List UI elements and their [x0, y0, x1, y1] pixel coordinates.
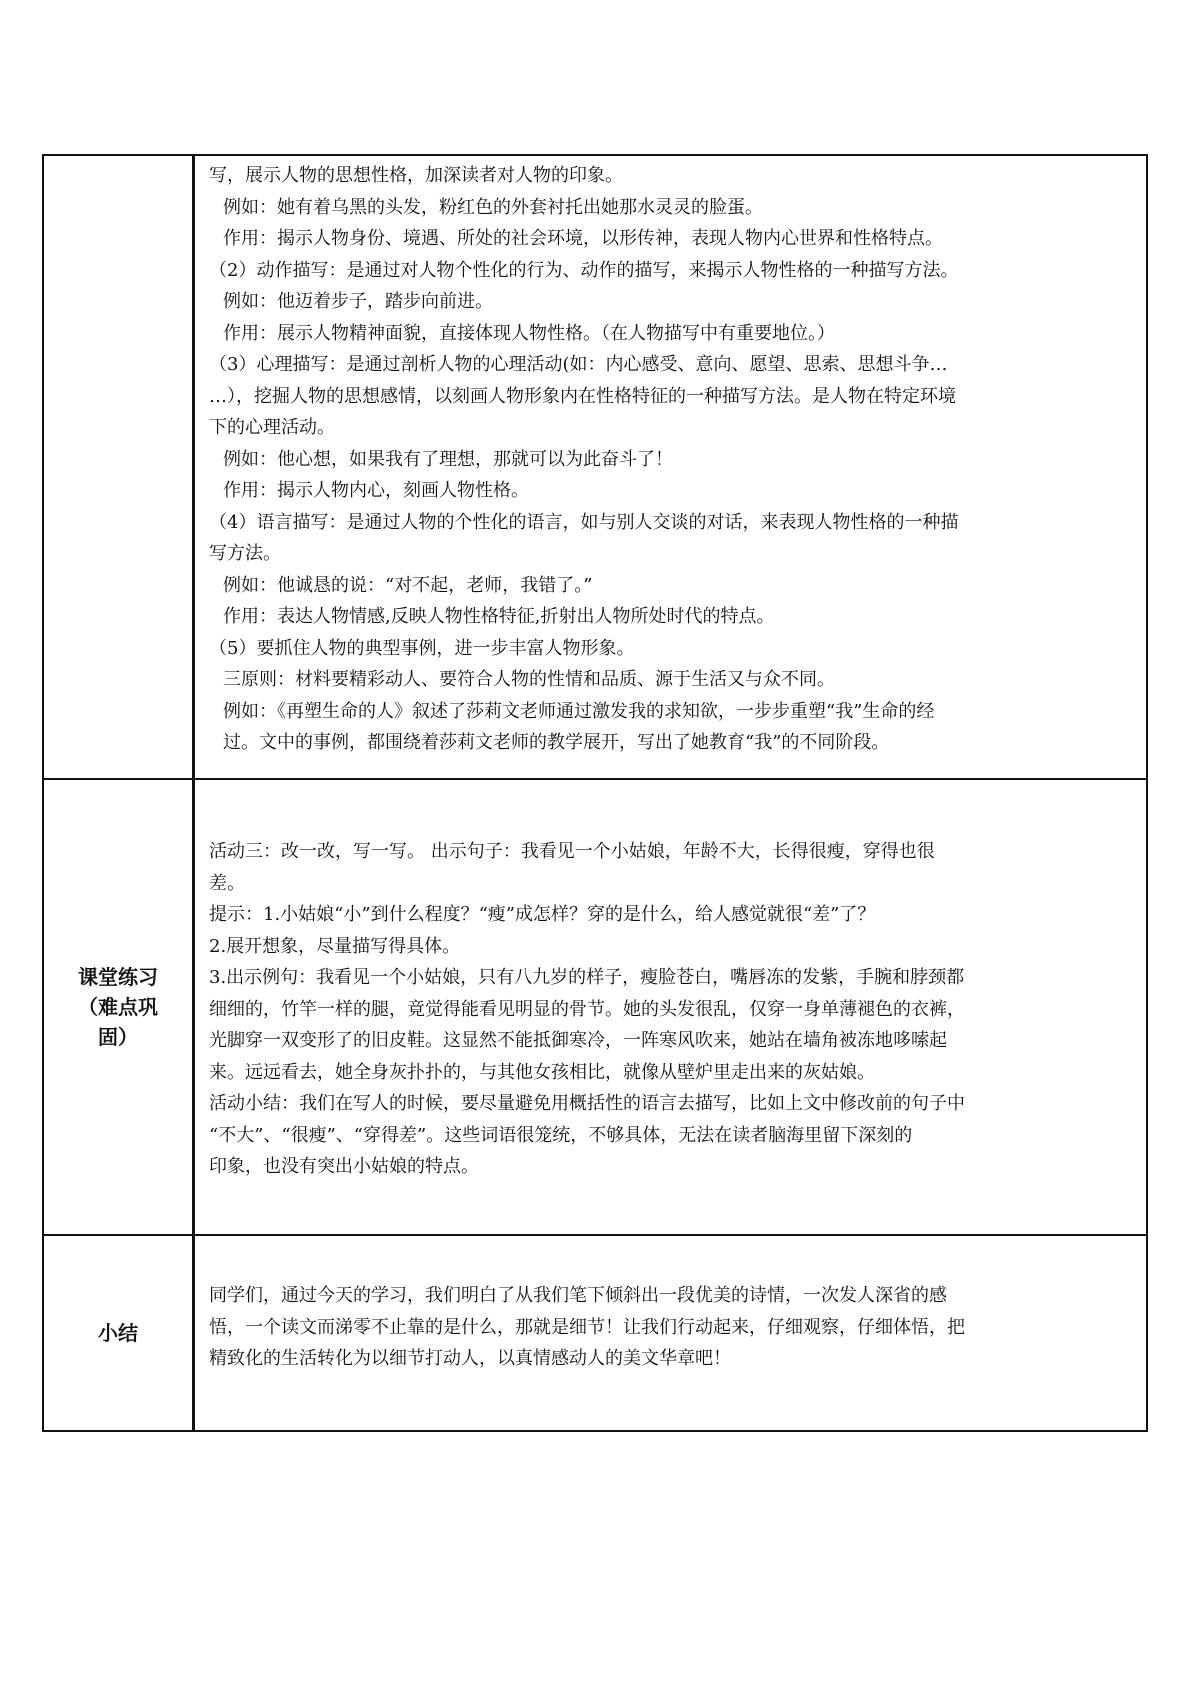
text-line: 精致化的生活转化为以细节打动人，以真情感动人的美文华章吧！ — [209, 1348, 731, 1369]
text-line: …），挖掘人物的思想感情，以刻画人物形象内在性格特征的一种描写方法。是人物在特定环境 — [209, 385, 956, 407]
text-line: （4）语言描写：是通过人物的个性化的语言，如与别人交谈的对话，来表现人物性格的一种描 — [209, 511, 959, 533]
text-line: （5）要抓住人物的典型事例，进一步丰富人物形象。 — [209, 637, 635, 659]
text-line: 作用：揭示人物内心，刻画人物性格。 — [223, 480, 529, 501]
table-row — [43, 1235, 1147, 1431]
text-line: 同学们，通过今天的学习，我们明白了从我们笔下倾斜出一段优美的诗情，一次发人深省的感 — [209, 1285, 947, 1306]
text-line: 活动小结：我们在写人的时候，要尽量避免用概括性的语言去描写，比如上文中修改前的句子中 — [209, 1093, 965, 1114]
lesson-table — [42, 154, 1148, 1432]
text-line: 2.展开想象，尽量描写得具体。 — [209, 935, 461, 957]
text-line: 细细的，竹竿一样的腿，竟觉得能看见明显的骨节。她的头发很乱，仅穿一身单薄褪色的衣裤， — [209, 998, 965, 1020]
text-line: 例如：他迈着步子，踏步向前进。 — [223, 291, 493, 312]
row-label-cell — [43, 155, 194, 779]
text-line: 例如：他诚恳的说：“对不起，老师，我错了。” — [223, 574, 593, 596]
text-line: 差。 — [209, 872, 245, 894]
text-line: （2）动作描写：是通过对人物个性化的行为、动作的描写，来揭示人物性格的一种描写方法。 — [209, 259, 959, 281]
row-label: 小结 — [98, 1321, 138, 1345]
text-line: 作用：揭示人物身份、境遇、所处的社会环境，以形传神，表现人物内心世界和性格特点。 — [223, 228, 943, 249]
text-line: “不大”、“很瘦”、“穿得差”。这些词语很笼统，不够具体，无法在读者脑海里留下深刻的 — [209, 1124, 913, 1146]
text-line: 3.出示例句：我看见一个小姑娘，只有八九岁的样子，瘦脸苍白，嘴唇冻的发紫，手腕和脖颈都 — [209, 967, 965, 988]
text-line: 例如：她有着乌黑的头发，粉红色的外套衬托出她那水灵灵的脸蛋。 — [223, 196, 763, 218]
text-line: 写方法。 — [209, 543, 281, 564]
row-label-cell — [43, 1235, 194, 1431]
text-line: 三原则：材料要精彩动人、要符合人物的性情和品质、源于生活又与众不同。 — [223, 669, 835, 690]
text-line: 下的心理活动。 — [209, 417, 335, 438]
text-line: 写，展示人物的思想性格，加深读者对人物的印象。 — [209, 165, 623, 186]
table-row — [43, 155, 1147, 779]
text-line: 悟，一个读文而涕零不止靠的是什么，那就是细节！让我们行动起来，仔细观察，仔细体悟，把 — [209, 1316, 965, 1338]
text-line: 例如：《再塑生命的人》叙述了莎莉文老师通过激发我的求知欲，一步步重塑“我”生命的经 — [223, 700, 935, 722]
text-line: 光脚穿一双变形了的旧皮鞋。这显然不能抵御寒冷，一阵寒风吹来，她站在墙角被冻地哆嗦起 — [209, 1030, 947, 1051]
text-line: 提示：1.小姑娘“小”到什么程度？“瘦”成怎样？穿的是什么，给人感觉就很“差”了？ — [209, 904, 876, 925]
text-line: 来。远远看去，她全身灰扑扑的，与其他女孩相比，就像从壁炉里走出来的灰姑娘。 — [209, 1061, 875, 1083]
row-label-cell — [43, 779, 194, 1235]
text-line: 作用：表达人物情感,反映人物性格特征,折射出人物所处时代的特点。 — [223, 606, 775, 627]
text-line: 印象，也没有突出小姑娘的特点。 — [209, 1156, 479, 1177]
text-line: 活动三：改一改，写一写。 出示句子：我看见一个小姑娘，年龄不大，长得很瘦，穿得也很 — [209, 841, 935, 862]
row-content-cell — [194, 155, 1148, 779]
row-label: 课堂练习（难点巩固） — [78, 965, 158, 1049]
row-content-cell — [194, 779, 1148, 1235]
text-line: 例如：他心想，如果我有了理想，那就可以为此奋斗了！ — [223, 448, 673, 470]
row-content-cell — [194, 1235, 1148, 1431]
table-row — [43, 779, 1147, 1235]
text-line: 作用：展示人物精神面貌，直接体现人物性格。（在人物描写中有重要地位。） — [223, 322, 835, 344]
text-line: （3）心理描写：是通过剖析人物的心理活动(如：内心感受、意向、愿望、思索、思想斗争… — [209, 354, 948, 375]
text-line: 过。文中的事例，都围绕着莎莉文老师的教学展开，写出了她教育“我”的不同阶段。 — [223, 732, 890, 753]
